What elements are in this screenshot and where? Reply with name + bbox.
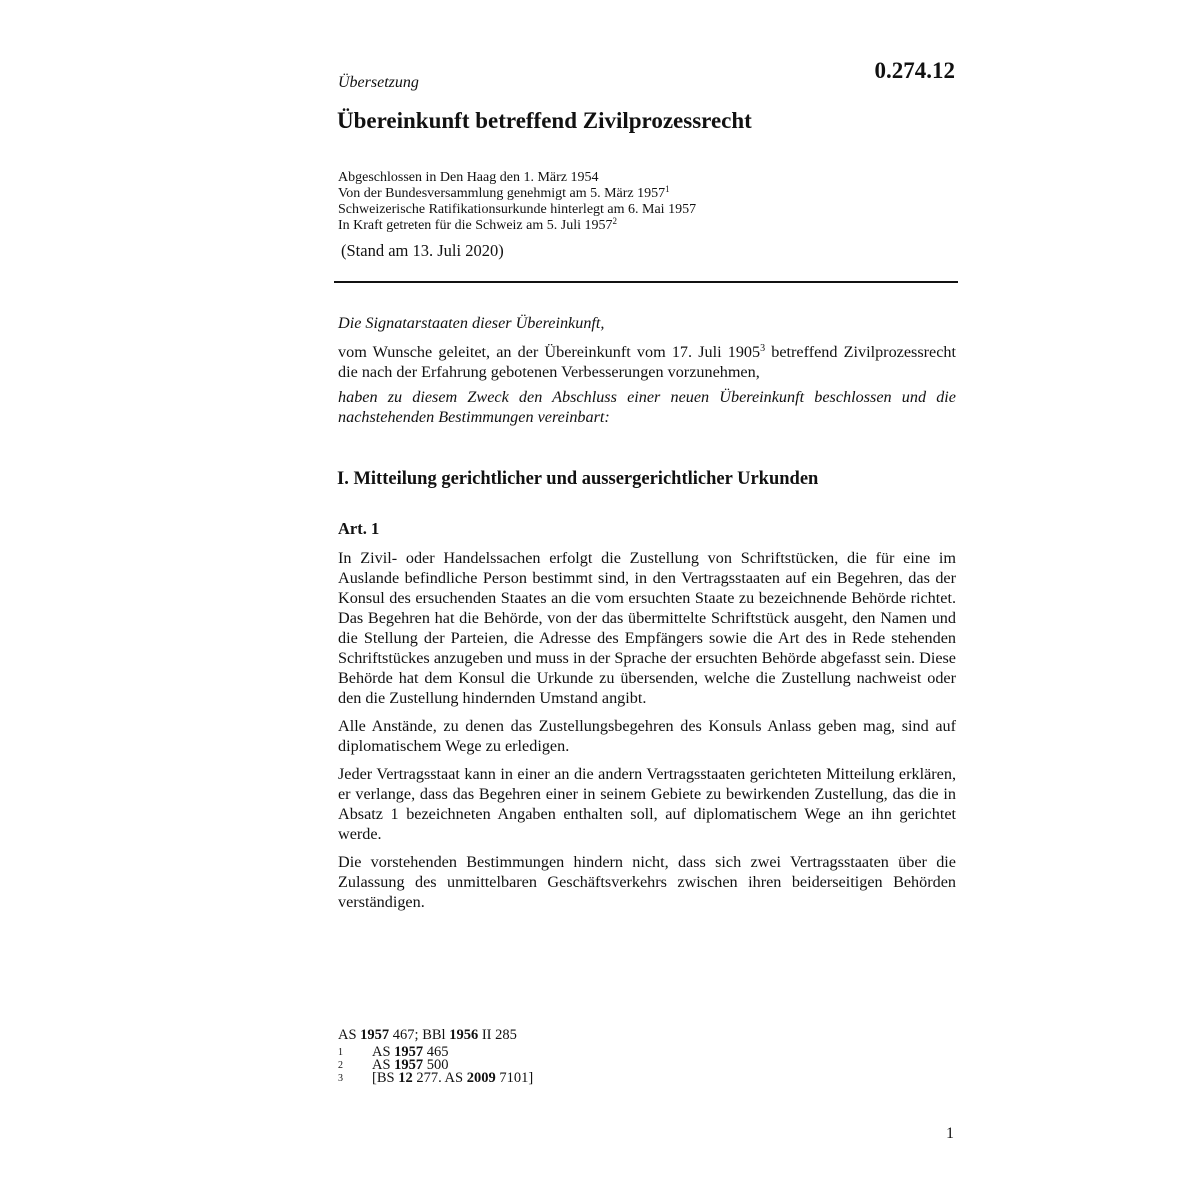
footnote-2-a: AS xyxy=(372,1057,395,1073)
meta-ratification-text: Schweizerische Ratifikationsurkunde hinterlegt am 6. Mai 1957 xyxy=(338,202,697,217)
document-metadata xyxy=(338,170,696,234)
meta-in-force xyxy=(338,218,696,234)
footnote-ref-3[interactable]: 3 xyxy=(760,343,766,354)
meta-approved-text: Von der Bundesversammlung genehmigt am 5. März 1957 xyxy=(338,186,666,201)
article-paragraph-3: Jeder Vertragsstaat kann in einer an die andern Vertragsstaaten gerichteten Mitteilung erklären, er verlange, dass das Begehren einer in seinem Gebiete zu bewirkenden Zustellung, das die in Absatz 1 bezeichneten Angaben enthalten soll, auf diplomatischem Wege an ihn gerichtet werde. xyxy=(338,765,956,843)
document-title: Übereinkunft betreffend Zivilprozessrecht xyxy=(337,108,752,133)
article-body xyxy=(338,548,956,920)
meta-concluded-text: Abgeschlossen in Den Haag den 1. März 1954 xyxy=(338,170,599,185)
source-d: 1956 xyxy=(449,1027,479,1043)
source-b: 1957 xyxy=(360,1027,390,1043)
footnotes xyxy=(338,1027,533,1085)
footnote-3-b: 12 xyxy=(398,1070,413,1086)
source-a: AS xyxy=(338,1027,361,1043)
meta-ratification xyxy=(338,202,696,218)
preamble-p1-text-a: vom Wunsche geleitet, an der Übereinkunft vom 17. Juli 1905 xyxy=(338,343,761,361)
article-paragraph-4: Die vorstehenden Bestimmungen hindern nicht, dass sich zwei Vertragsstaaten über die Zulassung des unmittelbaren Geschäftsverkehrs zwischen ihren beiderseitigen Behörden verständigen. xyxy=(338,853,956,911)
source-e: II 285 xyxy=(478,1027,517,1043)
footnote-1-number: 1 xyxy=(338,1047,343,1058)
meta-concluded xyxy=(338,170,696,186)
footnote-3-e: 7101] xyxy=(495,1070,534,1086)
article-paragraph-2: Alle Anstände, zu denen das Zustellungsbegehren des Konsuls Anlass geben mag, sind auf diplomatischem Wege zu erledigen. xyxy=(338,717,956,755)
article-heading: Art. 1 xyxy=(338,519,380,538)
preamble-paragraph-1 xyxy=(338,342,956,382)
meta-in-force-text: In Kraft getreten für die Schweiz am 5. Juli 1957 xyxy=(338,218,613,233)
meta-approved xyxy=(338,186,696,202)
footnote-3-d: 2009 xyxy=(466,1070,496,1086)
footnote-2-c: 500 xyxy=(423,1057,449,1073)
page-number: 1 xyxy=(946,1125,954,1142)
footnote-ref-1[interactable]: 1 xyxy=(665,184,670,194)
sr-number: 0.274.12 xyxy=(874,58,955,83)
footnote-1-b: 1957 xyxy=(394,1044,424,1060)
preamble-p1-text-b: betreffend Zivilprozessrecht die nach der Erfahrung gebotenen Verbesserungen vorzunehmen, xyxy=(338,343,956,381)
footnote-2-number: 2 xyxy=(338,1060,343,1071)
translation-label: Übersetzung xyxy=(338,74,419,91)
status-date: (Stand am 13. Juli 2020) xyxy=(341,241,504,260)
section-heading: I. Mitteilung gerichtlicher und aussergerichtlicher Urkunden xyxy=(337,469,819,489)
preamble-paragraph-2: haben zu diesem Zweck den Abschluss einer neuen Übereinkunft beschlossen und die nachstehenden Bestimmungen vereinbart: xyxy=(338,388,956,426)
footnote-3 xyxy=(338,1072,533,1085)
footnote-3-c: 277. AS xyxy=(412,1070,467,1086)
footnote-2-b: 1957 xyxy=(394,1057,424,1073)
footnote-1-c: 465 xyxy=(423,1044,449,1060)
source-c: 467; BBl xyxy=(389,1027,450,1043)
preamble-intro: Die Signatarstaaten dieser Übereinkunft, xyxy=(338,314,605,332)
footnote-1-a: AS xyxy=(372,1044,395,1060)
footnote-ref-2[interactable]: 2 xyxy=(612,216,617,226)
article-paragraph-1: In Zivil- oder Handelssachen erfolgt die Zustellung von Schriftstücken, die für eine im Auslande befindliche Person bestimmt sind, in den Vertragsstaaten auf ein Begehren, das der Konsul des ersuchenden Staates an die vom ersuchten Staate zu bezeichnende Behörde richtet. Das Begehren hat die Behörde, von der das übermittelte Schriftstück ausgeht, den Namen und die Stellung der Parteien, die Adresse des Empfängers sowie die Art des in Rede stehenden Schriftstückes anzugeben und muss in der Sprache der ersuchten Behörde abgefasst sein. Diese Behörde hat dem Konsul die Urkunde zu übersenden, welche die Zustellung nachweist oder den die Zustellung hindernden Umstand angibt. xyxy=(338,549,956,707)
footnote-3-number: 3 xyxy=(338,1073,343,1084)
header-divider xyxy=(334,281,958,283)
footnote-source xyxy=(338,1027,533,1043)
footnote-3-a: [BS xyxy=(372,1070,399,1086)
